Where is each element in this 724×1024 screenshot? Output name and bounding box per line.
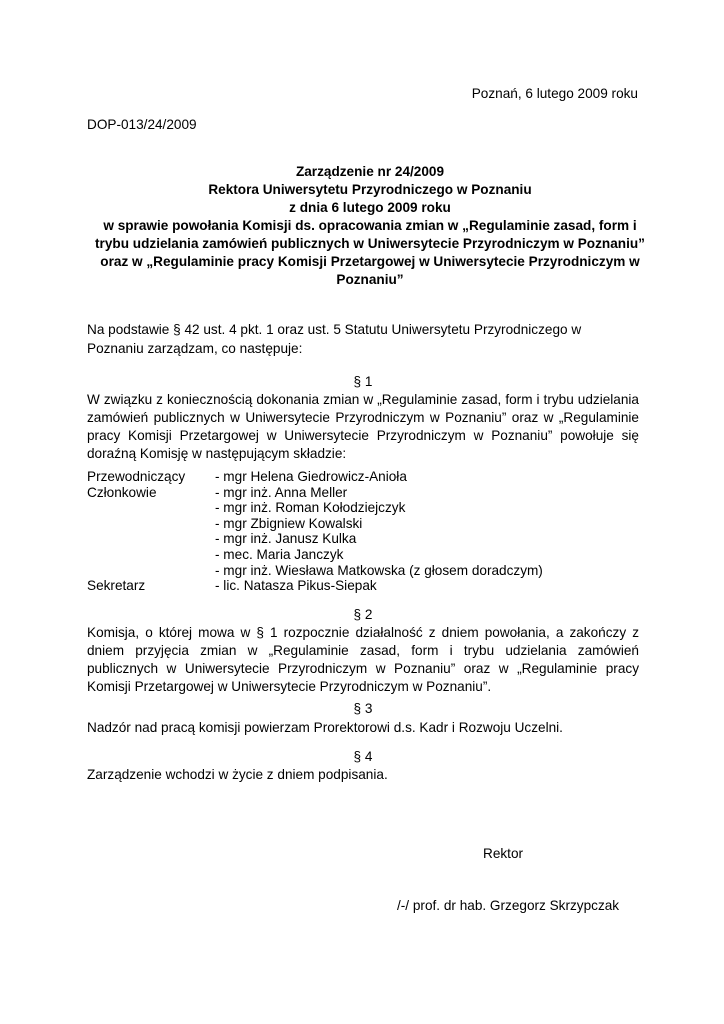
committee-member: - mgr Zbigniew Kowalski	[215, 515, 363, 531]
committee-member: - mgr inż. Anna Meller	[215, 484, 348, 500]
section-4-text: Zarządzenie wchodzi w życie z dniem podpisania.	[87, 767, 388, 782]
committee-role	[87, 500, 215, 516]
committee-role	[87, 547, 215, 563]
section-mark-2: § 2	[353, 607, 373, 622]
committee-row	[87, 578, 543, 594]
committee-member: - mgr inż. Janusz Kulka	[215, 531, 357, 547]
section-3-text: Nadzór nad pracą komisji powierzam Prorektorowi d.s. Kadr i Rozwoju Uczelni.	[87, 720, 563, 735]
preamble: Na podstawie § 42 ust. 4 pkt. 1 oraz ust. 5 Statutu Uniwersytetu Przyrodniczego w Poznaniu zarządzam, co następuje:	[87, 322, 582, 356]
committee-list	[87, 469, 543, 594]
section-mark-3: § 3	[353, 701, 373, 716]
committee-member: - mgr inż. Wiesława Matkowska (z głosem doradczym)	[215, 562, 543, 578]
committee-role: Członkowie	[87, 484, 157, 500]
place-date: Poznań, 6 lutego 2009 roku	[471, 86, 638, 101]
committee-member: - mec. Maria Janczyk	[215, 546, 344, 562]
committee-row	[87, 547, 543, 563]
section-mark-4: § 4	[353, 749, 373, 764]
committee-member: - mgr Helena Giedrowicz-Anioła	[215, 469, 407, 484]
committee-role: Przewodniczący	[87, 469, 186, 484]
committee-member: - lic. Natasza Pikus-Siepak	[215, 578, 377, 594]
signature-title: Rektor	[483, 846, 524, 861]
title-line: z dnia 6 lutego 2009 roku	[289, 200, 451, 215]
committee-role: Sekretarz	[87, 578, 146, 594]
title-line: Zarządzenie nr 24/2009	[295, 164, 445, 179]
section-1-text: W związku z koniecznością dokonania zmian w „Regulaminie zasad, form i trybu udzielania zamówień publicznych w Uniwersytecie Przyrodniczym w Poznaniu” oraz w „Regulaminie pracy Komisji Przetargowej w Uniwersytecie Przyrodniczym w Poznaniu” powołuje się doraźną Komisję w następującym składzie:	[87, 392, 639, 461]
title-line: oraz w „Regulaminie pracy Komisji Przetargowej w Uniwersytecie Przyrodniczym w	[100, 254, 640, 269]
document-title	[70, 163, 670, 289]
committee-row	[87, 531, 543, 547]
committee-row	[87, 563, 543, 579]
title-line: Rektora Uniwersytetu Przyrodniczego w Poznaniu	[208, 182, 532, 197]
title-line: Poznaniu”	[336, 272, 404, 287]
title-line: trybu udzielania zamówień publicznych w Uniwersytecie Przyrodniczym w Poznaniu”	[95, 236, 645, 251]
committee-row	[87, 500, 543, 516]
committee-member: - mgr inż. Roman Kołodziejczyk	[215, 500, 406, 516]
committee-role	[87, 531, 215, 547]
document-reference: DOP-013/24/2009	[87, 117, 197, 132]
signature-name: /-/ prof. dr hab. Grzegorz Skrzypczak	[397, 898, 620, 913]
committee-role	[87, 563, 215, 579]
section-2-text: Komisja, o której mowa w § 1 rozpocznie działalność z dniem powołania, a zakończy z dniem przyjęcia zmian w „Regulaminie zasad, form i trybu udzielania zamówień publicznych w Uniwersytecie Przyrodniczym w Poznaniu” oraz w „Regulaminie pracy Komisji Przetargowej w Uniwersytecie Przyrodniczym w Poznaniu”.	[87, 625, 639, 694]
title-line: w sprawie powołania Komisji ds. opracowania zmian w „Regulaminie zasad, form i	[103, 218, 637, 233]
committee-row	[87, 516, 543, 532]
section-mark-1: § 1	[353, 374, 373, 389]
committee-row	[87, 485, 543, 501]
committee-role	[87, 516, 215, 532]
committee-row	[87, 469, 543, 485]
